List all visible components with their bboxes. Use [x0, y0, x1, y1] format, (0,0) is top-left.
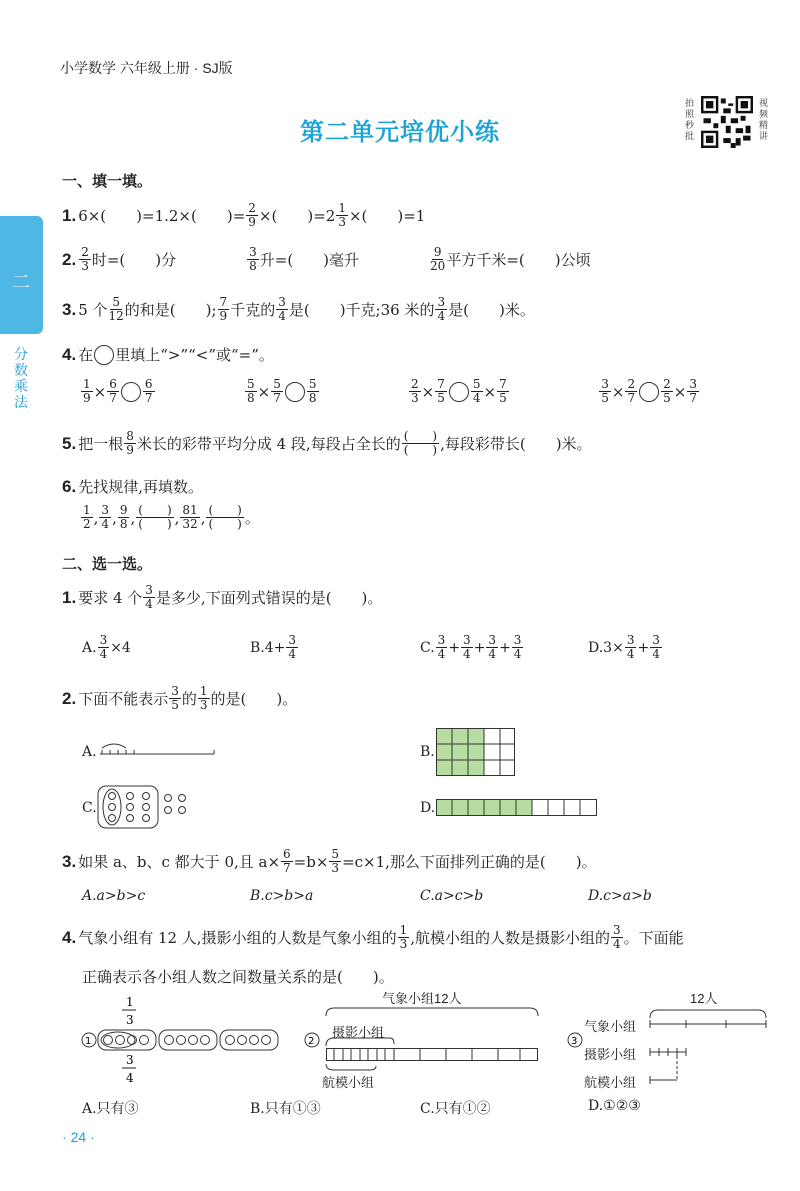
s2-q3-options [0, 888, 800, 908]
s2-q4: 4. 气象小组有 12 人,摄影小组的人数是气象小组的 1 3 ,航模小组的人数是摄影小组的 3 4 。下面能 [62, 923, 684, 951]
q-number: 5. [62, 433, 77, 453]
fraction: $\frac{2}{9}$ [248, 201, 256, 229]
s2q2-text: 下面不能表示 [78, 690, 169, 708]
blank-fraction[interactable]: ( ) ( ) [403, 429, 438, 457]
book-header: 小学数学 六年级上册 · SJ版 [60, 60, 233, 76]
figure-1-circles [80, 994, 280, 1086]
fig2-bot-label: 航模小组 [322, 1075, 375, 1090]
compare-item: 2 3 × 7 5 5 4 × 7 5 [411, 377, 507, 405]
fraction: 2 3 [81, 245, 89, 273]
q4-text: 里填上“>”“<”或“=”。 [115, 346, 274, 364]
compare-item: 1 9 × 6 7 6 7 [83, 377, 153, 405]
figure-2-bars [300, 988, 550, 1098]
s1-q1 [62, 202, 425, 229]
grid-figure [436, 728, 516, 778]
q-number: 3. [62, 851, 77, 871]
fraction: 3 4 [437, 295, 446, 323]
option-a[interactable]: A.只有③ [82, 1101, 139, 1117]
q5-text: 把一根 [78, 435, 124, 453]
q1-part3: ×( )=1 [348, 207, 426, 225]
q-number: 2. [62, 688, 77, 708]
qr-code-icon[interactable] [701, 96, 753, 148]
answer-circle[interactable] [285, 382, 305, 402]
section1-heading: 一、填一填。 [62, 173, 153, 190]
option-c[interactable]: C.只有①② [420, 1101, 491, 1117]
fraction: 8 9 [126, 429, 134, 457]
fig2-top-label: 气象小组12人 [382, 991, 462, 1006]
figure-3-bars [566, 988, 786, 1098]
svg-text:1: 1 [85, 1036, 92, 1047]
svg-text:4: 4 [126, 1071, 134, 1085]
s1-q6 [62, 476, 203, 497]
q1-part1: 6×( )=1.2×( )= [78, 207, 246, 225]
fig3-row3: 航模小组 [584, 1075, 637, 1090]
fraction: 9 20 [430, 245, 446, 273]
option-a[interactable]: A. 3 4 ×4 [82, 633, 131, 661]
svg-text:3: 3 [571, 1036, 578, 1047]
s2q2-text: 的是( )。 [210, 690, 298, 708]
fraction: 3 8 [249, 245, 257, 273]
fraction: 7 9 [219, 295, 228, 323]
svg-text:3: 3 [126, 1053, 134, 1067]
section2-heading: 二、选一选。 [62, 556, 153, 573]
s2q3-text: 如果 a、b、c 都大于 0,且 a× [78, 853, 281, 871]
q3-text: 是( )千克;36 米的 [288, 301, 435, 319]
blank-fraction[interactable]: ( ) ( ) [208, 503, 242, 531]
qr-block[interactable] [683, 94, 771, 154]
option-a[interactable]: A.a>b>c [82, 888, 146, 904]
svg-text:1: 1 [126, 995, 134, 1009]
s2-q1: 1. 要求 4 个 3 4 是多少,下面列式错误的是( )。 [62, 583, 383, 611]
s2q1-text: 要求 4 个 [78, 589, 143, 607]
q1-part2: ×( )=2 [258, 207, 336, 225]
option-d[interactable]: D.c>a>b [588, 888, 652, 904]
s2-q2: 2. 下面不能表示 3 5 的 1 3 的是( )。 [62, 684, 298, 712]
q-number: 1. [62, 205, 77, 225]
q-number: 4. [62, 344, 77, 364]
s2q3-text: =c×1,那么下面排列正确的是( )。 [342, 853, 597, 871]
s1-q5 [62, 430, 592, 457]
s1-q3 [62, 296, 535, 323]
svg-text:3: 3 [126, 1013, 134, 1027]
compare-item: 5 8 × 5 7 5 8 [247, 377, 317, 405]
s2-q1-options [0, 634, 800, 674]
option-b[interactable]: B.只有①③ [250, 1101, 321, 1117]
unit-label: 分数乘法 [14, 346, 28, 410]
option-d[interactable]: D. [420, 800, 436, 816]
unit-badge: 二 [12, 272, 30, 292]
s2q4-text: ,航模小组的人数是摄影小组的 [410, 929, 611, 947]
fraction: 3 4 [278, 295, 286, 323]
fig2-mid-label: 摄影小组 [332, 1025, 385, 1040]
option-d[interactable]: D.3× $\frac{3}{4}$ + 3 4 [588, 633, 660, 661]
unit-tab [0, 216, 43, 334]
page-number: · 24 · [62, 1129, 95, 1145]
fraction: $\frac{1}{3}$ [338, 201, 346, 229]
q-number: 4. [62, 927, 77, 947]
blank-fraction[interactable]: ( ) ( ) [138, 503, 172, 531]
option-a[interactable]: A. [82, 744, 97, 760]
s1-q6-sequence: 1 2 , 3 4 , 9 8 , ( ) ( ) , 81 32 , ( ) ( ) 。 [83, 503, 260, 531]
s2q1-text: 是多少,下面列式错误的是( )。 [155, 589, 383, 607]
bar-figure [436, 798, 598, 818]
q5-text: ,每段彩带长( )米。 [440, 435, 592, 453]
q3-text: 是( )米。 [448, 301, 535, 319]
q5-text: 米长的彩带平均分成 4 段,每段占全长的 [136, 435, 401, 453]
compare-circle-icon [94, 345, 114, 365]
answer-circle[interactable] [449, 382, 469, 402]
s2q3-text: =b× [293, 852, 329, 871]
q4-text: 在 [78, 346, 94, 364]
s1-q4-items [80, 378, 700, 405]
q-number: 6. [62, 476, 77, 496]
s1-q4 [62, 344, 274, 365]
option-c[interactable]: C. [82, 800, 97, 816]
fig3-top-label: 12人 [690, 991, 718, 1006]
fig3-row1: 气象小组 [584, 1019, 637, 1034]
q-number: 2. [62, 249, 77, 269]
qr-left-caption: 拍照秒批 [685, 98, 695, 141]
s2-q3: 3. 如果 a、b、c 都大于 0,且 a× $\frac{6}{7}$ =b× $\frac{5}{3}$ =c×1,那么下面排列正确的是( )。 [62, 847, 597, 875]
s2q2-text: 的 [181, 690, 197, 708]
q3-text: 的和是( ); [124, 301, 217, 319]
s1-q2 [62, 246, 742, 273]
option-c[interactable]: C.a>c>b [420, 888, 484, 904]
q2-a: 时=( )分 [91, 251, 177, 269]
answer-circle[interactable] [639, 382, 659, 402]
compare-item: 3 5 × 2 7 2 5 × 3 7 [601, 377, 697, 405]
s2q4-text: 气象小组有 12 人,摄影小组的人数是气象小组的 [78, 929, 397, 947]
page-title: 第二单元培优小练 [300, 119, 500, 146]
option-c[interactable]: C. 3 4 + 3 4 + 3 4 + 3 4 [420, 633, 522, 661]
q3-text: 5 个 [78, 301, 108, 319]
option-d[interactable]: D.①②③ [588, 1098, 641, 1114]
option-b[interactable]: B.c>b>a [250, 888, 314, 904]
segment-line-figure [98, 740, 218, 762]
dots-figure [96, 784, 196, 830]
answer-circle[interactable] [121, 382, 141, 402]
q3-text: 千克的 [230, 301, 276, 319]
q2-c: 平方千米=( )公顷 [446, 251, 591, 269]
option-b[interactable]: B. [420, 744, 435, 760]
fig3-row2: 摄影小组 [584, 1047, 637, 1062]
q2-b: 升=( )毫升 [259, 251, 360, 269]
q6-text: 先找规律,再填数。 [78, 478, 203, 496]
option-b[interactable]: B.4+ $\frac{3}{4}$ [250, 633, 297, 661]
svg-text:2: 2 [308, 1036, 315, 1047]
s2-q4-line2: 正确表示各小组人数之间数量关系的是( )。 [82, 968, 394, 986]
q-number: 3. [62, 299, 77, 319]
q-number: 1. [62, 587, 77, 607]
qr-right-caption: 视频精讲 [759, 98, 769, 141]
fraction: 5 12 [108, 295, 124, 323]
s2-q4-options [0, 1098, 800, 1118]
s2q4-text: 。下面能 [623, 929, 684, 947]
